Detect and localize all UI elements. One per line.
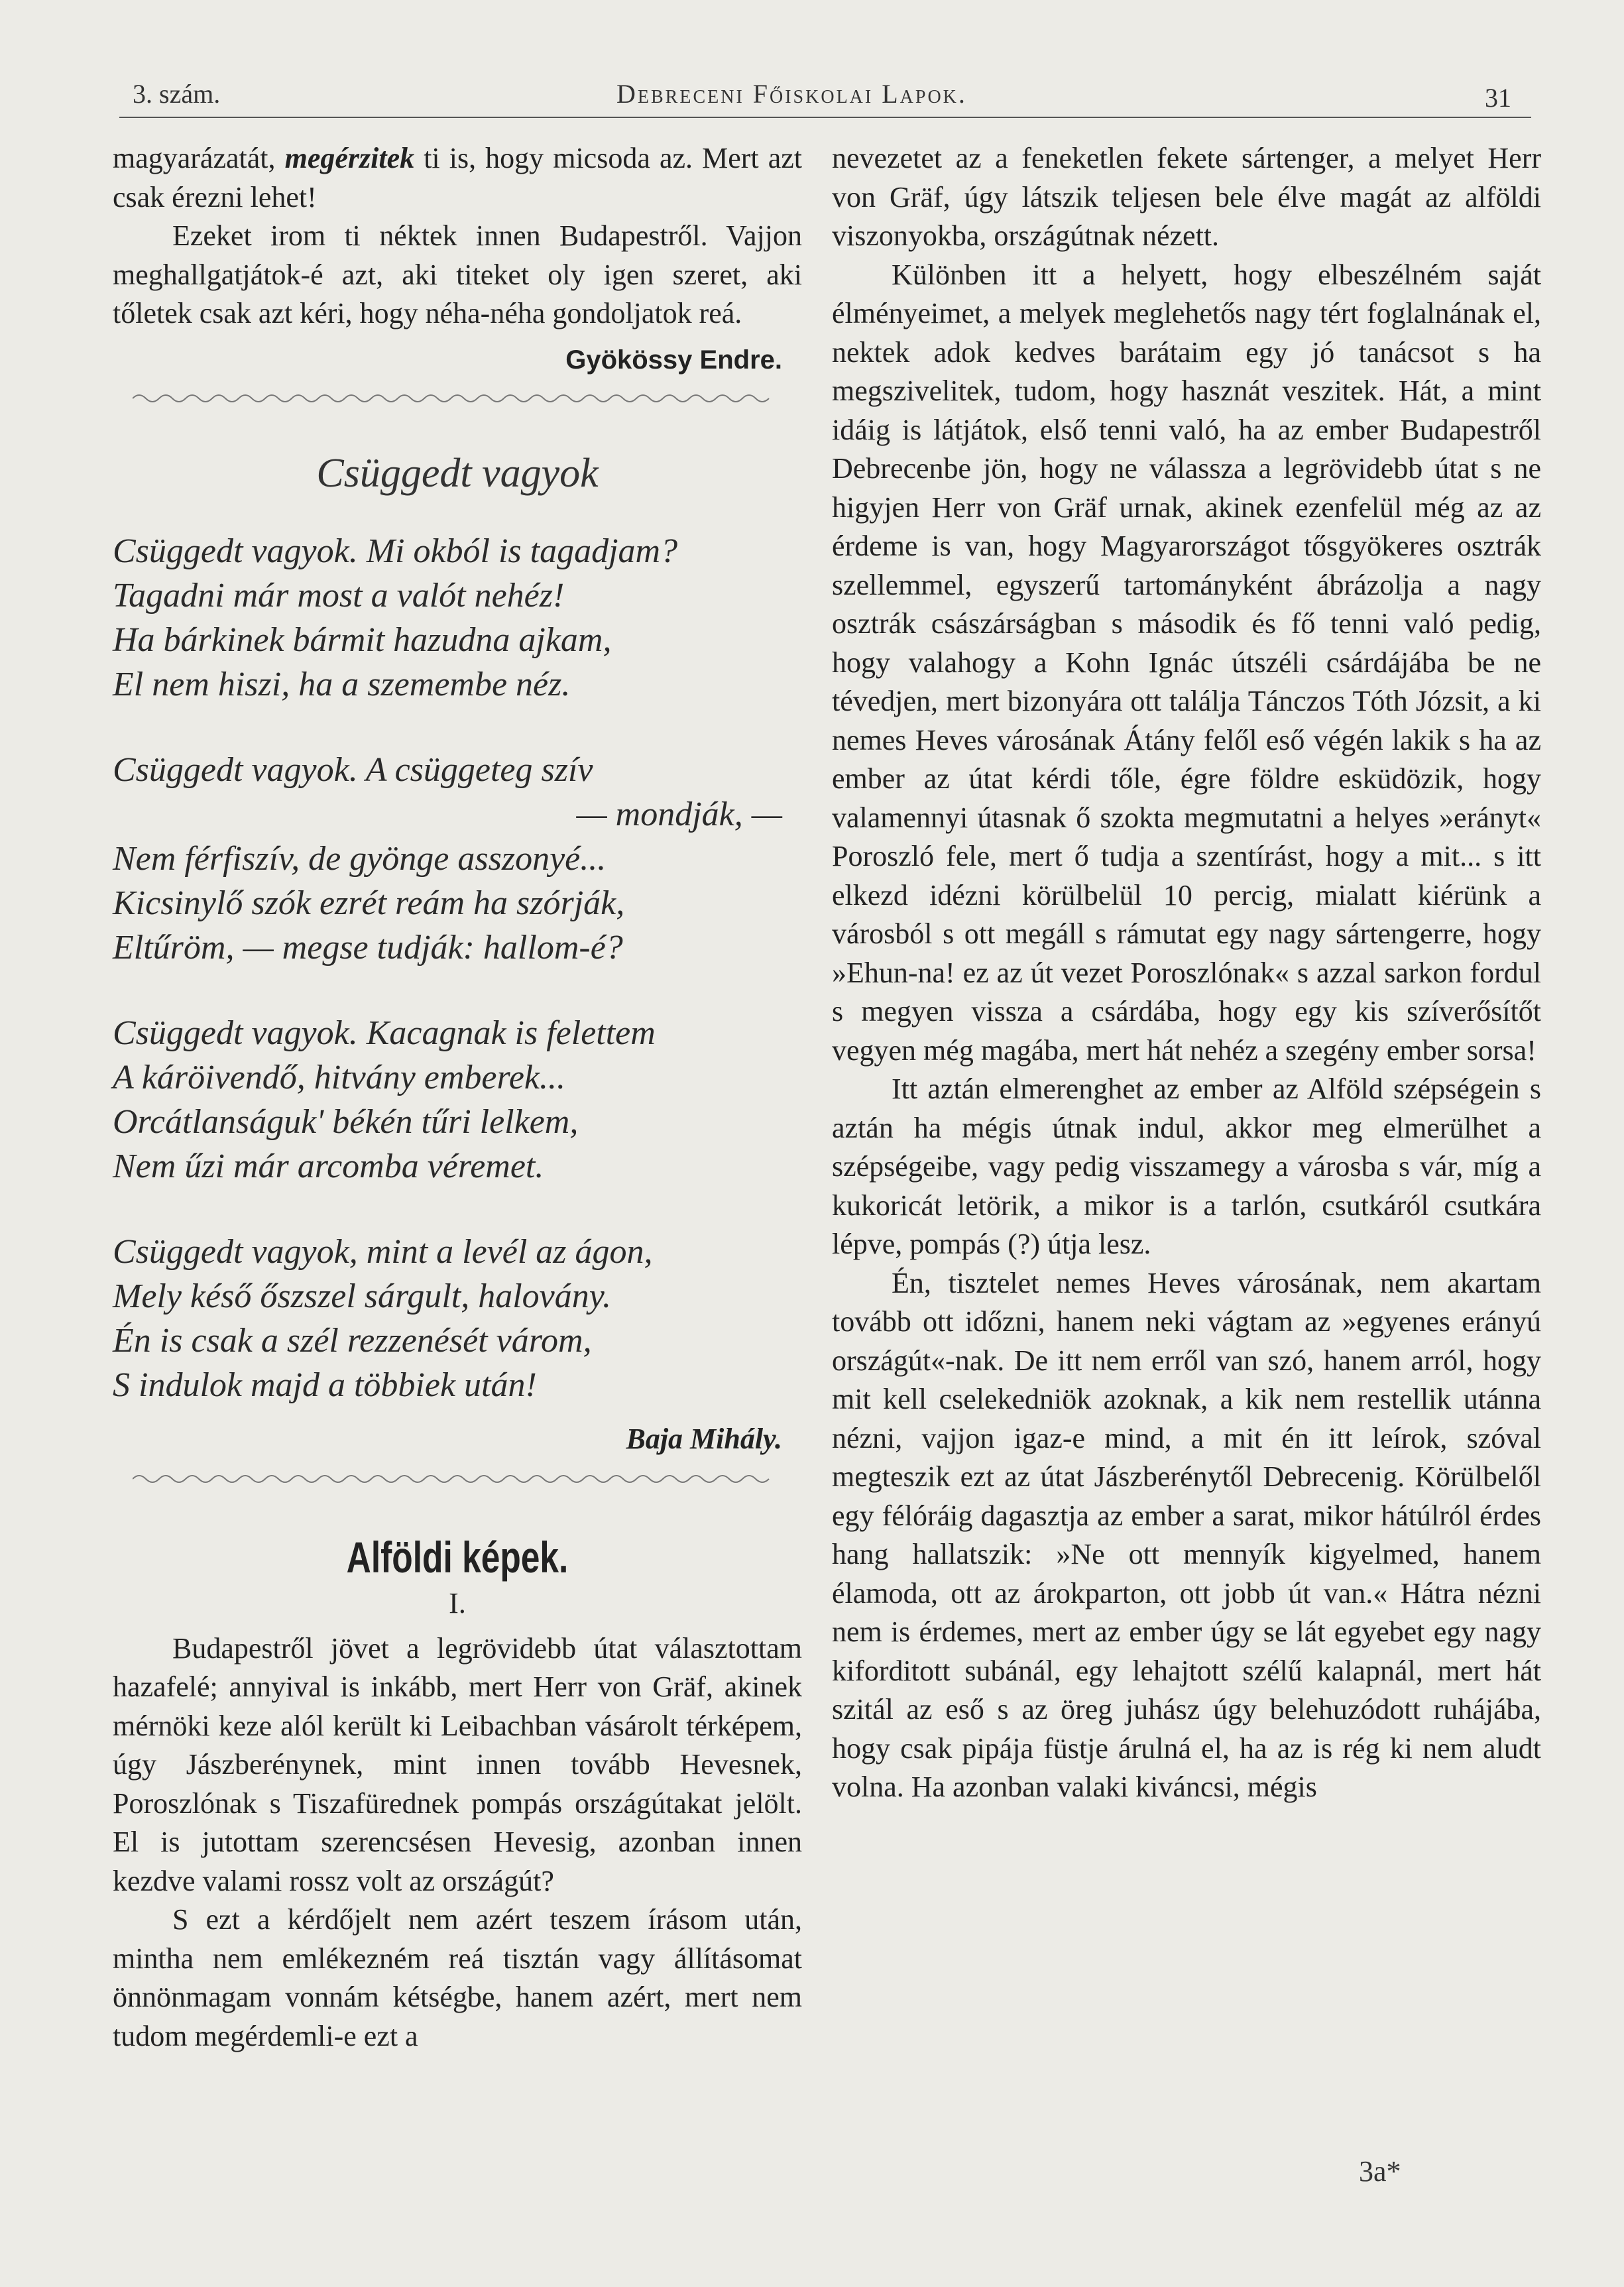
intro-paragraph-2: Ezeket irom ti néktek innen Budapestről. Vajjon meghallgatjátok-é azt, aki titeket oly igen szeret, aki tőletek csak azt kéri, hogy néha-néha gondoljatok reá. — [113, 219, 802, 329]
verse-line: A káröivendő, hitvány emberek... — [113, 1058, 565, 1096]
intro-paragraph-1: magyarázatát, megérzitek ti is, hogy micsoda az. Mert azt csak érezni lehet! — [113, 142, 802, 213]
verse-line: S indulok majd a többiek után! — [113, 1366, 537, 1404]
left-column — [113, 139, 802, 2056]
verse-line: Nem űzi már arcomba véremet. — [113, 1147, 544, 1185]
verse-line: Én is csak a szél rezzenését várom, — [113, 1321, 592, 1360]
intro-signature: Gyökössy Endre. — [565, 345, 782, 375]
verse-line: Csüggedt vagyok. Mi okból is tagadjam? — [113, 532, 678, 570]
verse-line: Mely késő őszszel sárgult, halovány. — [113, 1277, 611, 1315]
poem-stanza-3 — [113, 1011, 802, 1189]
article-title: Alföldi képek. — [346, 1532, 569, 1582]
verse-line: Csüggedt vagyok, mint a levél az ágon, — [113, 1232, 653, 1271]
poem-title: Csüggedt vagyok — [316, 450, 599, 496]
article-paragraph: Én, tisztelet nemes Heves városának, nem akartam tovább ott időzni, hanem neki vágtam az »egyenes erányú országút«-nak. De itt nem erről van szó, hanem arról, hogy mit kell cselekedniök azoknak, a kik nem restellik utánna nézni, vajjon igaz-e mind, a mit én itt leírok, szóval megteszik ezt az útat Jászberénytől Debrecenig. Körülbelől egy félóráig dagasztja az ember a sarat, mikor hátúlról érdes hang hallatszik: »Ne ott mennyík kigyelmed, hanem élamoda, ott az árokparton, ott jobb út van.« Hátra nézni nem is érdemes, mert az ember úgy se lát egyebet egy nagy kiforditott subánál, egy lehajtott szélű kalapnál, mert hát szitál az eső s az öreg juhász úgy belehuzódott ruhájába, hogy csak pipája füstje árulná el, ha az is rég ki nem aludt volna. Ha azonban valaki kiváncsi, mégis — [832, 1266, 1541, 1803]
verse-line: Orcátlanságuk' békén tűri lelkem, — [113, 1102, 579, 1141]
verse-line: Ha bárkinek bármit hazudna ajkam, — [113, 620, 612, 659]
printer-signature-mark: 3a* — [1359, 2155, 1401, 2188]
wavy-divider — [133, 390, 776, 407]
verse-line: Csüggedt vagyok. A csüggeteg szív — [113, 750, 593, 789]
wavy-divider — [133, 1470, 776, 1488]
article-paragraph: Budapestről jövet a legrövidebb útat választottam hazafelé; annyival is inkább, mert Herr von Gräf, akinek mérnöki keze alól került ki Leibachban vásárolt térképem, úgy Jászberénynek, mint innen tovább Hevesnek, Poroszlónak s Tiszafürednek pompás országútakat jelölt. El is jutottam szerencsésen Hevesig, azonban innen kezdve valami rossz volt az országút? — [113, 1631, 802, 1897]
running-header — [119, 73, 1531, 119]
header-rule — [119, 117, 1531, 118]
verse-line-continuation: — mondják, — — [576, 795, 782, 833]
emphasized-word: megérzitek — [284, 142, 415, 174]
poem-author: Baja Mihály. — [626, 1422, 782, 1455]
verse-line: Kicsinylő szók ezrét reám ha szórják, — [113, 884, 625, 922]
verse-line: Tagadni már most a valót nehéz! — [113, 576, 565, 615]
article-paragraph: Itt aztán elmerenghet az ember az Alföld szépségein s aztán ha mégis útnak indul, akkor meg elmerülhet a szépségeibe, vagy pedig visszamegy a városba s vár, míg a kukoricát letörik, a mikor is a tarlón, csutkáról csutkára lépve, pompás (?) útja lesz. — [832, 1073, 1541, 1260]
journal-title: Debreceni Főiskolai Lapok. — [616, 79, 967, 109]
article-paragraph: S ezt a kérdőjelt nem azért teszem írásom után, mintha nem emlékezném reá tisztán vagy állításomat önnönmagam vonnám kétségbe, hanem azért, mert nem tudom megérdemli-e ezt a — [113, 1903, 802, 2052]
page-number: 31 — [1485, 83, 1511, 113]
poem-stanza-1 — [113, 529, 802, 707]
section-number: I. — [449, 1586, 466, 1619]
article-paragraph: nevezetet az a feneketlen fekete sártenger, a melyet Herr von Gräf, úgy látszik teljesen bele élve magát az alföldi viszonyokba, országútnak nézett. — [832, 142, 1541, 252]
poem-stanza-4 — [113, 1230, 802, 1407]
verse-line: Eltűröm, — megse tudják: hallom-é? — [113, 928, 623, 967]
issue-number: 3. szám. — [133, 79, 221, 109]
verse-line: Nem férfiszív, de gyönge asszonyé... — [113, 839, 607, 878]
verse-line: Csüggedt vagyok. Kacagnak is felettem — [113, 1014, 656, 1052]
right-column — [832, 139, 1541, 1807]
verse-line: El nem hiszi, ha a szemembe néz. — [113, 665, 571, 703]
poem-stanza-2 — [113, 748, 802, 970]
article-paragraph: Különben itt a helyett, hogy elbeszélném saját élményeimet, a melyek meglehetős nagy tért foglalnának el, nektek adok kedves barátaim egy jó tanácsot s ha megszivelitek, tudom, hogy hasznát veszitek. Hát, a mint idáig is látjátok, első tenni való, ha az ember Budapestről Debrecenbe jön, hogy ne válassza a legrövidebb útat s ne higyjen Herr von Gräf urnak, akinek ezenfelül még az az érdeme is van, hogy Magyarországot tősgyökeres osztrák szellemmel, egyszerű tartományként ábrázolja a nagy osztrák császárságban s második és fő tenni való pedig, hogy valahogy a Kohn Ignác útszéli csárdájába be ne tévedjen, mert bizonyára ott találja Tánczos Tóth Józsit, a ki nemes Heves városának Átány felől eső végén lakik s ha az ember az útat kérdi tőle, égre földre esküdözik, hogy valamennyi útasnak ő szokta megmutatni a helyes »erányt« Poroszló fele, mert ő tudja a szentírást, hogy a mit... s itt elkezd idézni körülbelül 10 percig, mialatt kiérünk a városból s ott megáll s rámutat egy nagy sártengerre, hogy »Ehun-na! ez az út vezet Poroszlónak« s azzal sarkon fordul s megyen vissza a csárdába, hogy egy kis szíverősítőt vegyen még magába, mert hát nehéz a szegény ember sorsa! — [832, 258, 1541, 1067]
